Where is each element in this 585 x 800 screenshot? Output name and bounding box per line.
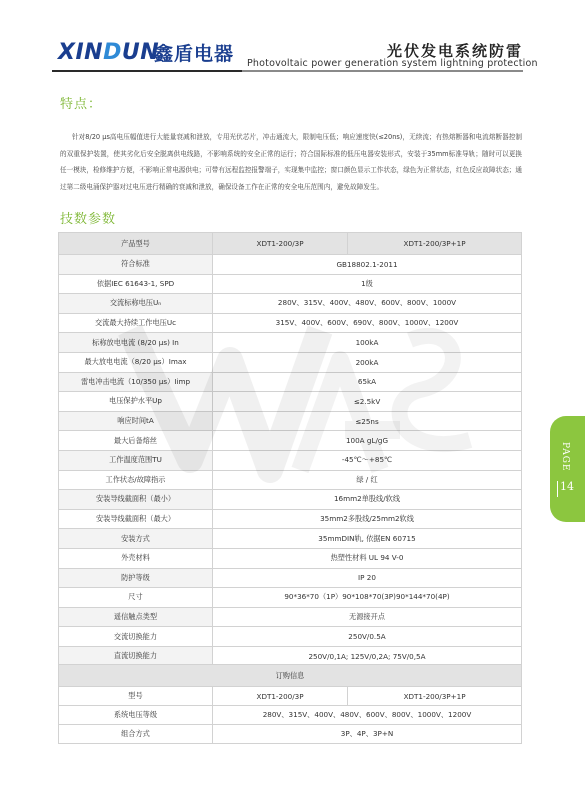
spec-table-body [59,255,522,686]
spec-row [59,411,522,431]
order-model-a: XDT1-200/3P [213,687,348,706]
brand-latin-part2: UN [121,40,160,65]
spec-label: 遥信触点类型 [59,607,213,627]
spec-label: 安装导线截面积（最大） [59,509,213,529]
header-divider-accent [52,70,242,72]
order-voltage-row [59,706,522,725]
spec-label: 交流最大持续工作电压Uc [59,313,213,333]
spec-value: 1级 [213,274,522,294]
brand-logo [58,40,159,65]
spec-label: 响应时间tA [59,411,213,431]
features-paragraph: 针对8/20 μs高电压幅值进行大能量衰减和泄放，专用光伏芯片，冲击通流大，限制电压低；响应速度快(≤20ns)，无续流；有热熔断器和电流熔断器控制的双重保护装置，使其劣化后安全脱离供电线路，不影响系统的安全正常的运行；符合国际标准的低压电器安装形式，安装于35mm标准导轨；随时可以更换任一模块，检修维护方便，不影响正常电源供电；可带有远程监控报警端子，实现集中监控；窗口颜色显示工作状态，绿色为正常状态，红色反应故障状态；通过第二级电涌保护器对过电压进行精确的衰减和泄放，确保设备工作在正常的安全电压范围内，避免故障发生。 [60,133,522,191]
order-model-b: XDT1-200/3P+1P [348,687,522,706]
spec-value: 100A gL/gG [213,431,522,451]
brand-chinese-name: 鑫盾电器 [154,43,235,65]
spec-label: 工作温度范围TU [59,450,213,470]
order-header-row [59,665,522,687]
spec-value: 250V/0,1A; 125V/0,2A; 75V/0,5A [213,646,522,666]
spec-value: ≤2.5kV [213,392,522,412]
header-subtitle: Photovoltaic power generation system lightning protection [247,58,538,69]
spec-row [59,274,522,294]
spec-row [59,470,522,490]
order-voltage-label: 系统电压等级 [59,706,213,725]
order-heading: 订购信息 [59,665,522,687]
spec-value: 200kA [213,352,522,372]
spec-value: 无源接开点 [213,607,522,627]
order-table [58,664,522,744]
spec-label: 直流切换能力 [59,646,213,666]
spec-row [59,450,522,470]
spec-value: IP 20 [213,568,522,588]
spec-row [59,627,522,647]
spec-row [59,568,522,588]
spec-label: 交流切换能力 [59,627,213,647]
spec-header-label: 产品型号 [59,233,213,255]
spec-value: 90*36*70（1P）90*108*70(3P)90*144*70(4P) [213,588,522,608]
brand-latin-part1: XIN [58,40,104,65]
page-number: 14 [560,480,574,493]
spec-row [59,548,522,568]
spec-label: 外壳材料 [59,548,213,568]
spec-value: 35mmDIN轨, 依据EN 60715 [213,529,522,549]
brand-latin-accent: D [103,40,122,65]
spec-table [58,232,522,686]
spec-row [59,313,522,333]
specs-heading: 技数参数 [60,212,117,227]
features-heading: 特点： [60,97,103,112]
spec-value: 绿 / 红 [213,470,522,490]
header-title: 光伏发电系统防雷 [386,42,523,60]
spec-label: 尺寸 [59,588,213,608]
spec-row [59,509,522,529]
spec-value: 35mm2多股线/25mm2软线 [213,509,522,529]
spec-label: 最大后备熔丝 [59,431,213,451]
order-combo-value: 3P、4P、3P+N [213,725,522,744]
spec-label: 防护等级 [59,568,213,588]
order-combo-row [59,725,522,744]
spec-row [59,333,522,353]
spec-row [59,607,522,627]
spec-value: 100kA [213,333,522,353]
spec-value: 280V、315V、400V、480V、600V、800V、1000V [213,294,522,314]
spec-label: 安装方式 [59,529,213,549]
spec-label: 交流标称电压Uₙ [59,294,213,314]
spec-row [59,352,522,372]
spec-value: 热塑性材料 UL 94 V-0 [213,548,522,568]
spec-row [59,431,522,451]
spec-label: 电压保护水平Up [59,392,213,412]
spec-label: 符合标准 [59,255,213,275]
order-combo-label: 组合方式 [59,725,213,744]
spec-row [59,588,522,608]
page-tab-divider [557,481,558,497]
spec-row [59,294,522,314]
order-voltage-value: 280V、315V、400V、480V、600V、800V、1000V、1200V [213,706,522,725]
spec-value: 250V/0.5A [213,627,522,647]
spec-label: 标称放电电流 (8/20 μs) In [59,333,213,353]
spec-label: 安装导线截面积（最小） [59,490,213,510]
spec-row [59,372,522,392]
page-word: PAGE [560,442,570,472]
page-header [0,0,585,80]
spec-header-model-b: XDT1-200/3P+1P [348,233,522,255]
spec-label: 最大放电电流（8/20 μs）Imax [59,352,213,372]
spec-value: GB18802.1-2011 [213,255,522,275]
spec-row [59,392,522,412]
order-model-label: 型号 [59,687,213,706]
spec-row [59,529,522,549]
spec-value: -45℃～+85℃ [213,450,522,470]
spec-header-row [59,233,522,255]
spec-label: 雷电冲击电流（10/350 μs）Iimp [59,372,213,392]
spec-value: ≤25ns [213,411,522,431]
spec-value: 16mm2单股线/软线 [213,490,522,510]
spec-label: 依据IEC 61643-1, SPD [59,274,213,294]
spec-label: 工作状态/故障指示 [59,470,213,490]
spec-value: 65kA [213,372,522,392]
order-model-row [59,687,522,706]
spec-row [59,490,522,510]
spec-value: 315V、400V、600V、690V、800V、1000V、1200V [213,313,522,333]
spec-header-model-a: XDT1-200/3P [213,233,348,255]
spec-row [59,255,522,275]
